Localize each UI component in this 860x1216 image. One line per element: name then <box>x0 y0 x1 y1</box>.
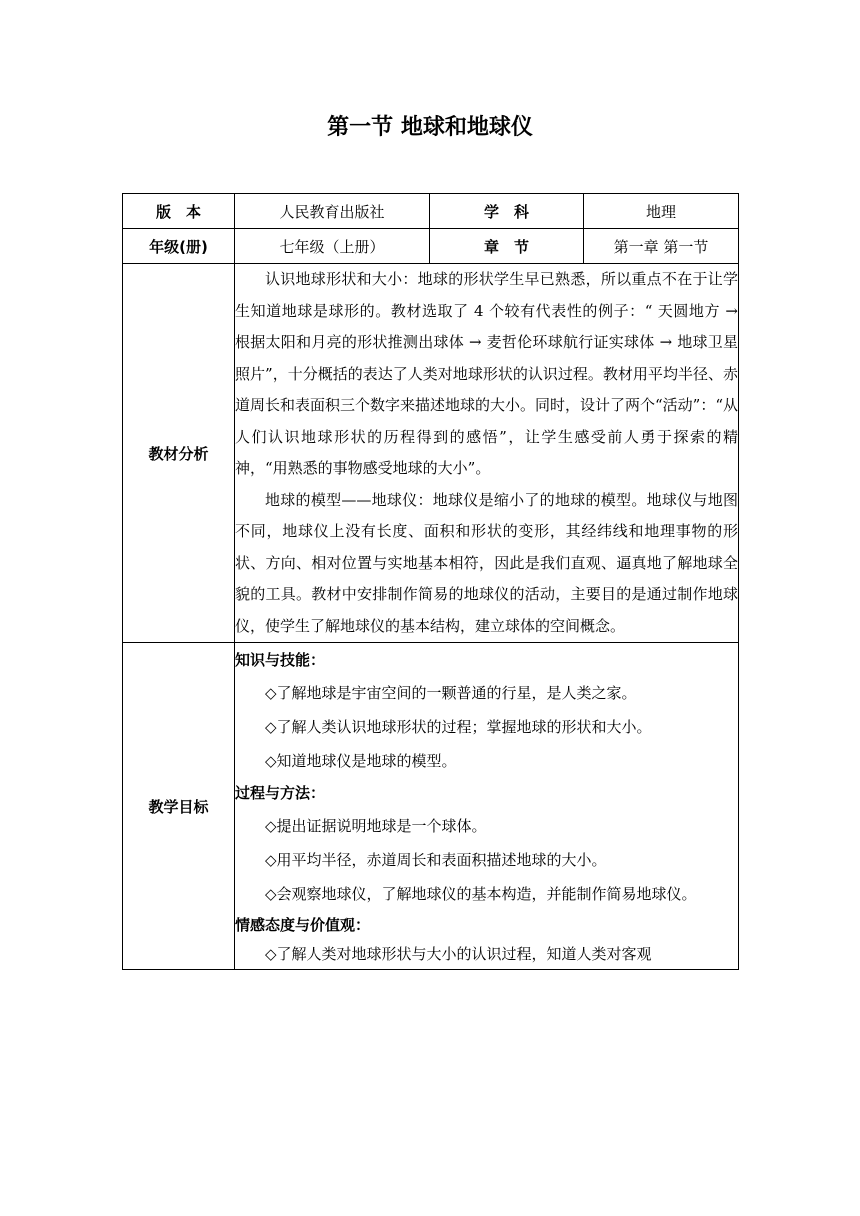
edition-row <box>123 194 739 229</box>
analysis-content <box>235 264 739 643</box>
subject-value: 地理 <box>584 194 739 229</box>
analysis-paragraph: 认识地球形状和大小：地球的形状学生早已熟悉，所以重点不在于让学生知道地球是球形的。教材选取了 4 个较有代表性的例子：“ 天圆地方 → 根据太阳和月亮的形状推测出球体 → 麦哲伦环球航行证实球体 → 地球卫星照片”，十分概括的表达了人类对地球形状的认识过程。教材用平均半径、赤道周长和表面积三个数字来描述地球的大小。同时，设计了两个“活动”：“从人们认识地球形状的历程得到的感悟”，让学生感受前人勇于探索的精神，“用熟悉的事物感受地球的大小”。 <box>235 270 739 477</box>
subject-label: 学 科 <box>483 202 529 221</box>
chapter-label-cell <box>430 229 584 264</box>
chapter-label: 章 节 <box>483 237 529 256</box>
lesson-info-table <box>122 193 739 970</box>
objectives-row <box>123 643 739 970</box>
objectives-label: 教学目标 <box>123 643 235 970</box>
objective-item: ◇知道地球仪是地球的模型。 <box>265 752 457 770</box>
objectives-content <box>235 643 739 970</box>
grade-label: 年级(册) <box>149 237 208 256</box>
analysis-label: 教材分析 <box>123 264 235 643</box>
analysis-row <box>123 264 739 643</box>
objective-item: ◇提出证据说明地球是一个球体。 <box>265 817 487 835</box>
objective-heading-attitude: 情感态度与价值观： <box>235 916 371 934</box>
objective-item: ◇了解人类对地球形状与大小的认识过程，知道人类对客观 <box>265 945 652 963</box>
edition-label-cell <box>123 194 235 229</box>
subject-label-cell <box>430 194 584 229</box>
grade-value: 七年级（上册） <box>235 229 430 264</box>
analysis-paragraph: 地球的模型——地球仪：地球仪是缩小了的地球的模型。地球仪与地图不同，地球仪上没有长度、面积和形状的变形，其经纬线和地理事物的形状、方向、相对位置与实地基本相符，因此是我们直观、逼真地了解地球全貌的工具。教材中安排制作简易的地球仪的活动，主要目的是通过制作地球仪，使学生了解地球仪的基本结构，建立球体的空间概念。 <box>235 490 738 635</box>
objective-item: ◇了解人类认识地球形状的过程；掌握地球的形状和大小。 <box>265 718 652 736</box>
objective-heading-process: 过程与方法： <box>235 784 326 802</box>
objective-item: ◇会观察地球仪，了解地球仪的基本构造，并能制作简易地球仪。 <box>265 885 697 903</box>
objective-heading-knowledge: 知识与技能： <box>235 651 326 669</box>
objective-item: ◇了解地球是宇宙空间的一颗普通的行星，是人类之家。 <box>265 684 637 702</box>
objective-item: ◇用平均半径，赤道周长和表面积描述地球的大小。 <box>265 851 607 869</box>
page-title: 第一节 地球和地球仪 <box>327 115 533 140</box>
edition-value: 人民教育出版社 <box>235 194 430 229</box>
chapter-value: 第一章 第一节 <box>584 229 739 264</box>
edition-label: 版 本 <box>155 202 201 221</box>
grade-label-cell <box>123 229 235 264</box>
grade-row <box>123 229 739 264</box>
